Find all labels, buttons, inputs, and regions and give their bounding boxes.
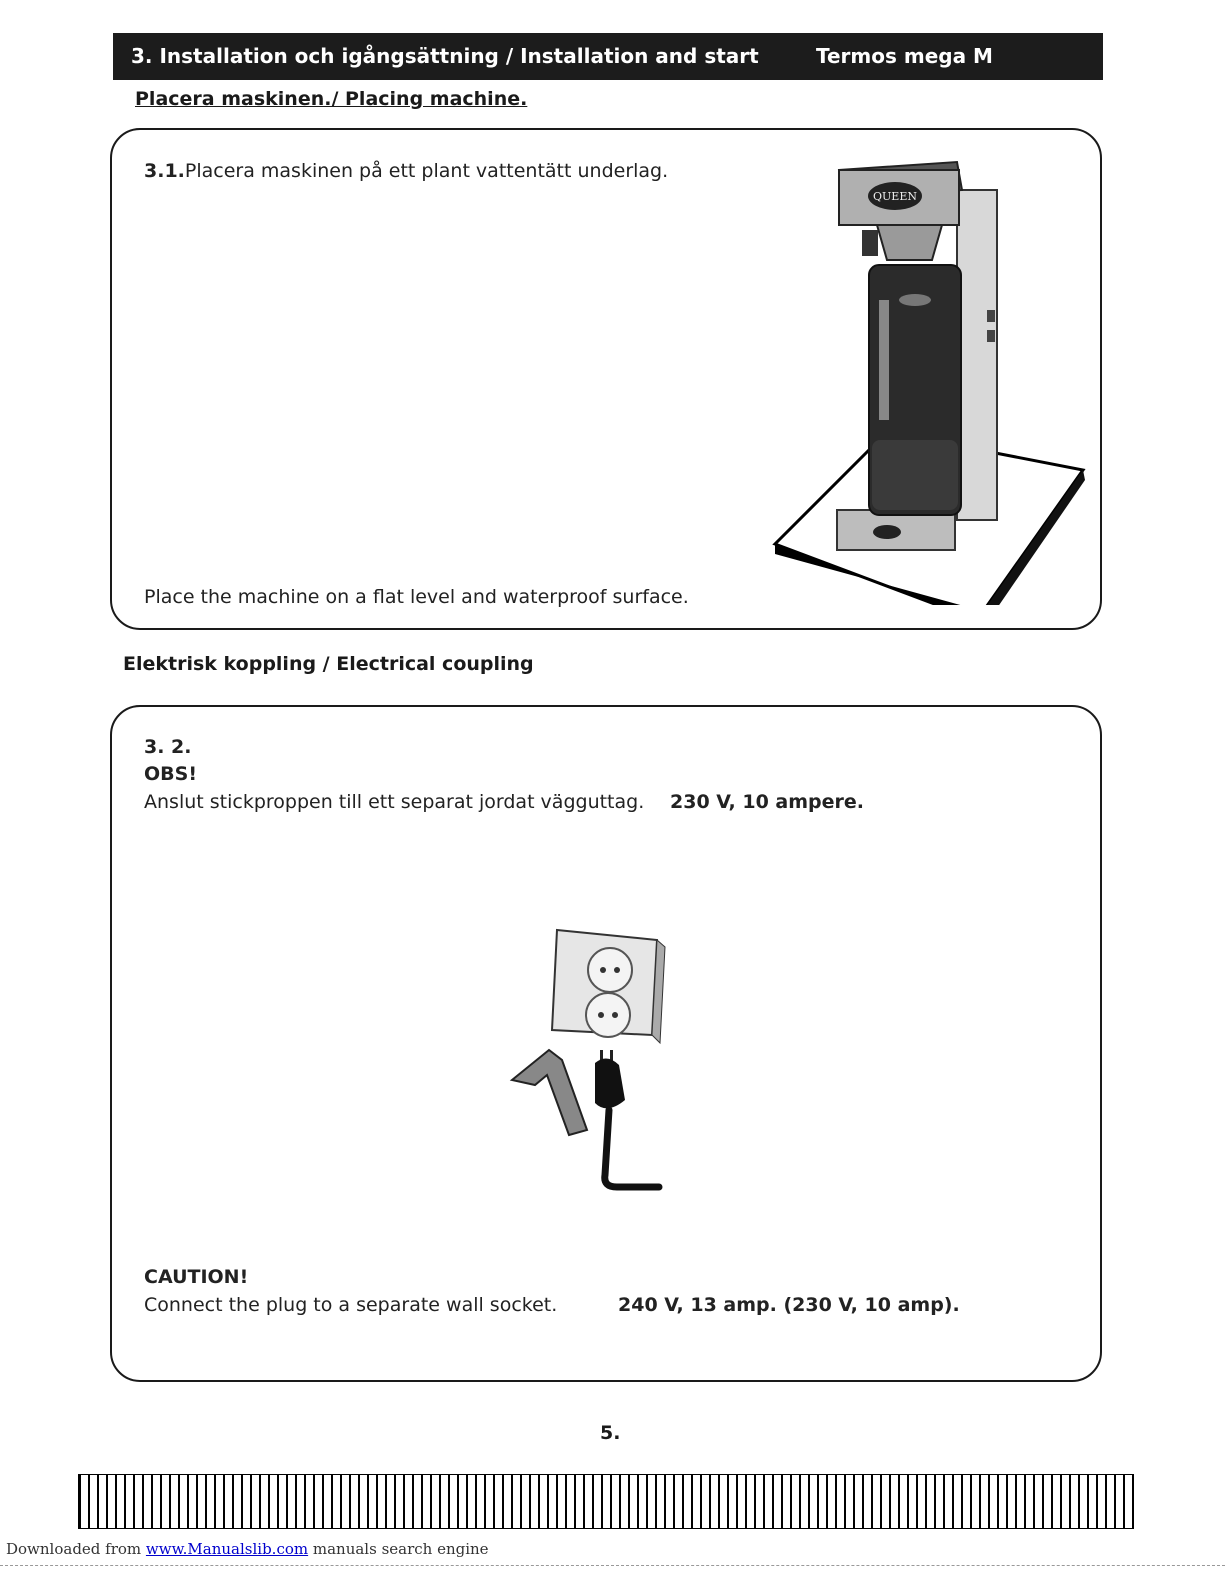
obs-label: OBS! bbox=[144, 763, 197, 785]
footer bbox=[6, 1540, 489, 1558]
footer-rule bbox=[0, 1565, 1225, 1566]
header-section-title: 3. Installation och igångsättning / Installation and start bbox=[131, 44, 759, 68]
page-number: 5. bbox=[600, 1422, 621, 1444]
caution-label: CAUTION! bbox=[144, 1266, 249, 1288]
header-product-name: Termos mega M bbox=[816, 44, 993, 68]
panel-placing bbox=[110, 128, 1102, 630]
barcode-strip bbox=[78, 1474, 1134, 1529]
panel-electrical bbox=[110, 705, 1102, 1382]
coffee-machine-illustration bbox=[767, 150, 1087, 605]
brand-logo: QUEEN bbox=[873, 190, 917, 203]
plug-socket-illustration bbox=[507, 925, 682, 1195]
step-number: 3.1. bbox=[144, 160, 185, 182]
text-en-placing: Place the machine on a flat level and waterproof surface. bbox=[144, 586, 689, 608]
section-title-placing: Placera maskinen./ Placing machine. bbox=[135, 88, 528, 110]
footer-suffix: manuals search engine bbox=[308, 1540, 489, 1558]
footer-link[interactable]: www.Manualslib.com bbox=[145, 1540, 309, 1558]
step-text-sv: Placera maskinen på ett plant vattentätt underlag. bbox=[184, 160, 669, 182]
text-en-electrical: Connect the plug to a separate wall socket. bbox=[144, 1294, 558, 1316]
step-3-1 bbox=[144, 160, 668, 182]
header-bar bbox=[113, 33, 1103, 80]
arrow-icon bbox=[512, 1050, 587, 1135]
footer-prefix: Downloaded from bbox=[6, 1540, 146, 1558]
spec-en: 240 V, 13 amp. (230 V, 10 amp). bbox=[618, 1294, 960, 1316]
text-sv-electrical: Anslut stickproppen till ett separat jordat vägguttag. bbox=[144, 791, 645, 813]
step-3-2: 3. 2. bbox=[144, 736, 192, 758]
spec-sv: 230 V, 10 ampere. bbox=[670, 791, 864, 813]
section-title-electrical: Elektrisk koppling / Electrical coupling bbox=[123, 653, 534, 675]
